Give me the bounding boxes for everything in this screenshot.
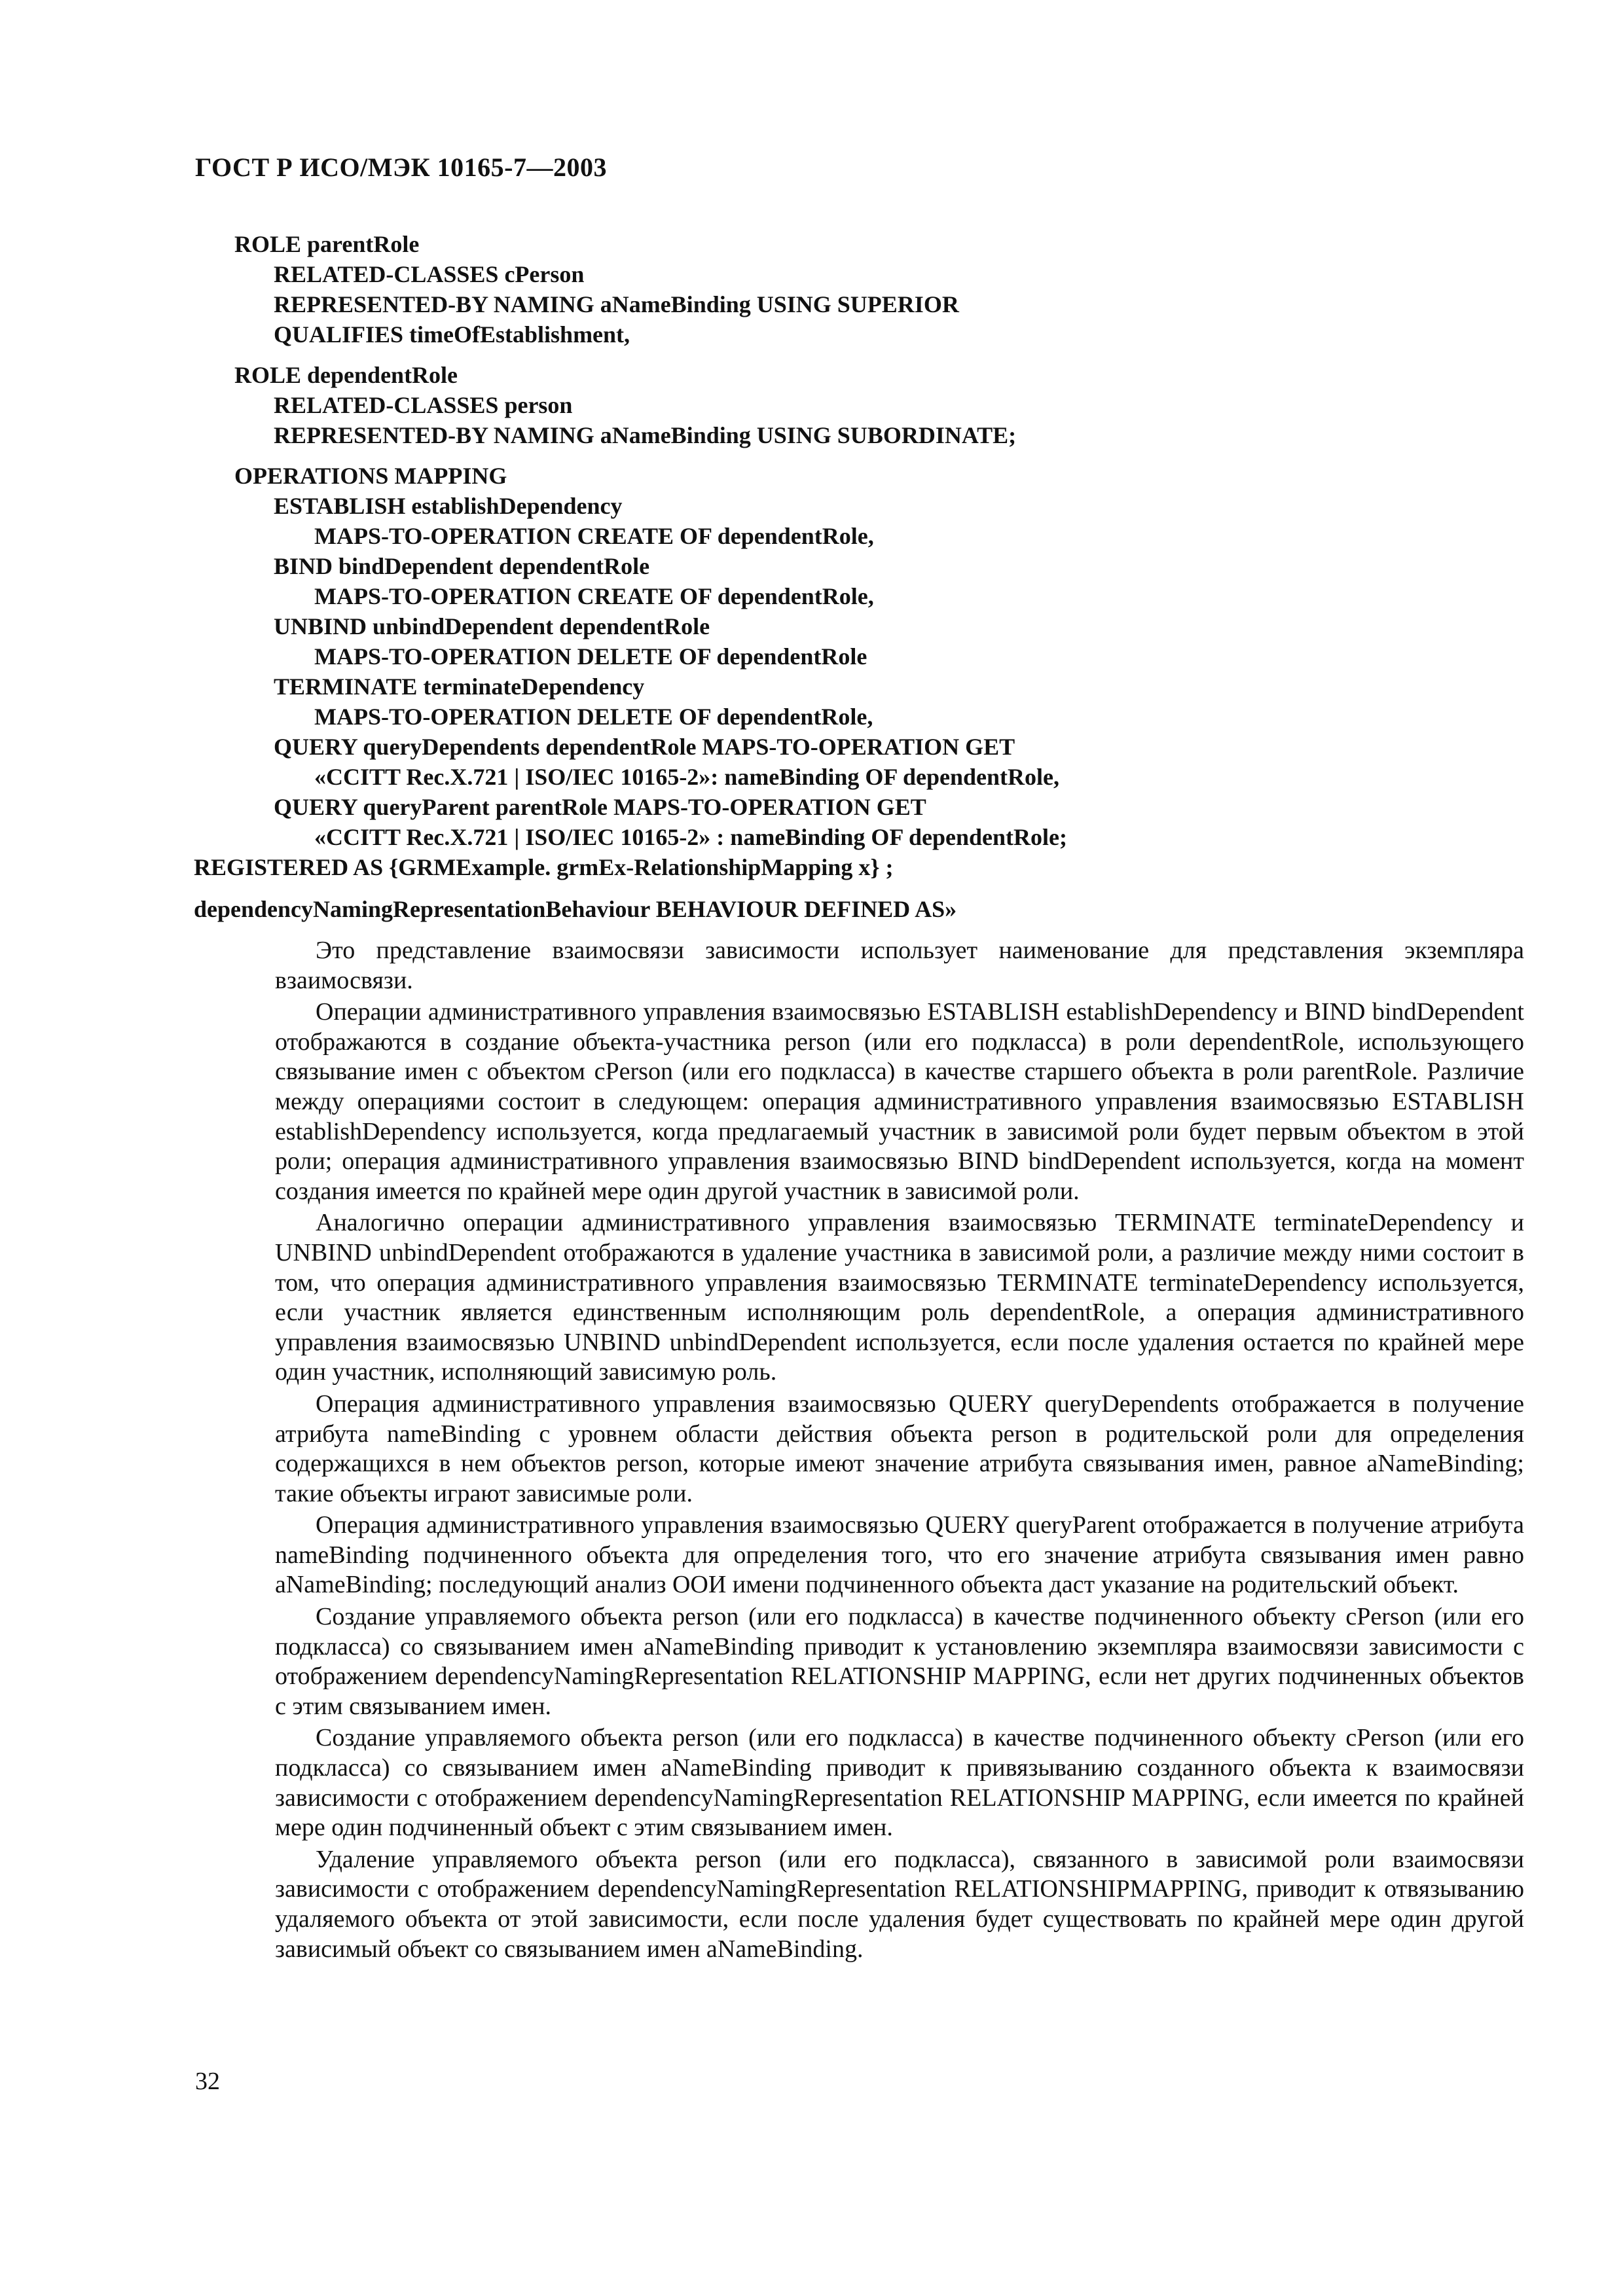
code-line: «CCITT Rec.X.721 | ISO/IEC 10165-2» : nameBinding OF dependentRole; [314,824,1068,850]
paragraph: Аналогично операции административного управления взаимосвязью TERMINATE terminateDependency и UNBIND unbindDependent отображаются в удаление участника в зависимой роли, а различие между ними состоит в том, что операция административного управления взаимосвязью TERMINATE terminateDependency используется, если участник является единственным исполняющим роль dependentRole, а операция административного управления взаимосвязью UNBIND unbindDependent используется, если после удаления остается по крайней мере один участник, исполняющий зависимую роль. [275,1209,1524,1386]
paragraph: Операции административного управления взаимосвязью ESTABLISH establishDependency и BIND bindDependent отображаются в создание объекта-участника person (или его подкласса) в роли dependentRole, использующего связывание имен с объектом cPerson (или его подкласса) в качестве старшего объекта в роли parentRole. Различие между операциями состоит в следующем: операция административного управления взаимосвязью ESTABLISH establishDependency используется, когда предлагаемый участник в зависимой роли будет первым объектом в этой роли; операция административного управления взаимосвязью BIND bindDependent используется, когда на момент создания имеется по крайней мере один другой участник в зависимой роли. [275,998,1524,1205]
code-line: MAPS-TO-OPERATION DELETE OF dependentRole [314,643,867,670]
code-line: ROLE dependentRole [234,362,458,388]
code-line: ROLE parentRole [234,231,420,257]
paragraph: Удаление управляемого объекта person (или его подкласса), связанного в зависимой роли взаимосвязи зависимости с отображением dependencyNamingRepresentation RELATIONSHIPMAPPING, приводит к отвязыванию удаляемого объекта от этой зависимости, если после удаления будет существовать по крайней мере один другой зависимый объект со связыванием имен aNameBinding. [275,1845,1524,1963]
page-number: 32 [195,2068,220,2095]
code-line: RELATED-CLASSES person [274,392,573,418]
code-line: REGISTERED AS {GRMExample. grmEx-RelationshipMapping x} ; [194,854,894,880]
code-line: REPRESENTED-BY NAMING aNameBinding USING SUBORDINATE; [274,422,1017,448]
code-line: REPRESENTED-BY NAMING aNameBinding USING SUPERIOR [274,291,959,317]
paragraph: Создание управляемого объекта person (или его подкласса) в качестве подчиненного объекту cPerson (или его подкласса) со связыванием имен aNameBinding приводит к привязыванию созданного объекта к взаимосвязи зависимости с отображением dependencyNamingRepresentation RELATIONSHIP MAPPING, если имеется по крайней мере один подчиненный объект с этим связыванием имен. [275,1724,1524,1842]
code-line: QUERY queryDependents dependentRole MAPS-TO-OPERATION GET [274,734,1015,760]
code-line: QUALIFIES timeOfEstablishment, [274,321,630,348]
code-line: MAPS-TO-OPERATION CREATE OF dependentRole, [314,583,874,609]
code-gap [194,350,1516,360]
code-gap [194,450,1516,461]
code-line: ESTABLISH establishDependency [274,493,623,519]
behaviour-definition-heading: dependencyNamingRepresentationBehaviour BEHAVIOUR DEFINED AS» [194,896,957,922]
paragraph: Операция административного управления взаимосвязью QUERY queryParent отображается в получение атрибута nameBinding подчиненного объекта для определения того, что его значение атрибута связывания имен равно aNameBinding; последующий анализ ООИ имени подчиненного объекта даст указание на родительский объект. [275,1511,1524,1599]
code-line: OPERATIONS MAPPING [234,463,507,489]
paragraph: Создание управляемого объекта person (или его подкласса) в качестве подчиненного объекту cPerson (или его подкласса) со связыванием имен aNameBinding приводит к установлению экземпляра взаимосвязи зависимости с отображением dependencyNamingRepresentation RELATIONSHIP MAPPING, если нет других подчиненных объектов с этим связыванием имен. [275,1603,1524,1720]
code-line: MAPS-TO-OPERATION CREATE OF dependentRole, [314,523,874,549]
code-line: TERMINATE terminateDependency [274,673,645,700]
code-line: «CCITT Rec.X.721 | ISO/IEC 10165-2»: nameBinding OF dependentRole, [314,764,1060,790]
asn1-code-block [194,229,1516,882]
code-line: BIND bindDependent dependentRole [274,553,650,579]
paragraph: Операция административного управления взаимосвязью QUERY queryDependents отображается в получение атрибута nameBinding с уровнем области действия объекта person в родительской роли для определения содержащихся в нем объектов person, которые имеют значение атрибута связывания имен, равное aNameBinding; такие объекты играют зависимые роли. [275,1390,1524,1507]
behaviour-description [275,936,1524,1966]
paragraph: Это представление взаимосвязи зависимости использует наименование для представления экземпляра взаимосвязи. [275,937,1524,994]
code-line: RELATED-CLASSES cPerson [274,261,585,287]
document-header: ГОСТ Р ИСО/МЭК 10165-7—2003 [195,152,607,182]
code-line: UNBIND unbindDependent dependentRole [274,613,710,639]
code-line: MAPS-TO-OPERATION DELETE OF dependentRole, [314,704,873,730]
code-line: QUERY queryParent parentRole MAPS-TO-OPERATION GET [274,794,926,820]
